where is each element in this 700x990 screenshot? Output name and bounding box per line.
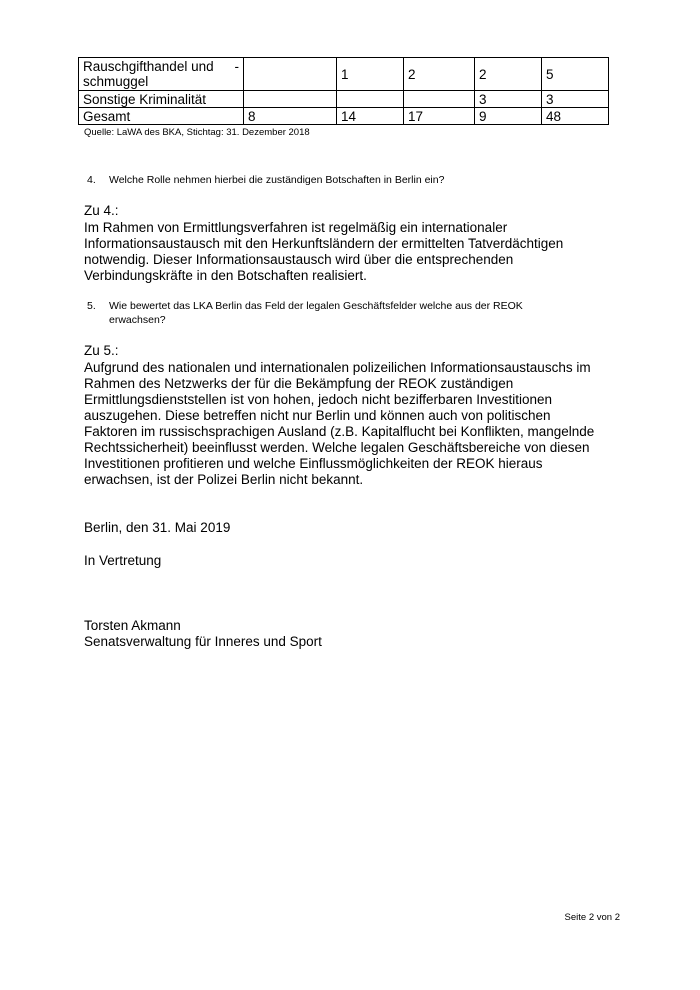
table-cell: 3 [475, 91, 542, 108]
question-number: 4. [87, 174, 96, 186]
table-cell: 2 [404, 58, 475, 91]
row-label-part2: - [234, 59, 239, 74]
table-cell: 1 [337, 58, 404, 91]
table-cell [244, 91, 337, 108]
row-label-line2: schmuggel [83, 74, 149, 89]
table-row [79, 91, 609, 108]
answer-line: Investitionen profitieren und welche Einflussmöglichkeiten der REOK hieraus [84, 456, 543, 471]
page-number: Seite 2 von 2 [564, 912, 620, 923]
row-label: Sonstige Kriminalität [79, 91, 244, 108]
answer-5 [84, 343, 624, 488]
answer-line: auszugehen. Diese betreffen nicht nur Berlin und können auch von politischen [84, 408, 551, 423]
answer-line: Faktoren im russischsprachigen Ausland (z.B. Kapitalflucht bei Konflikten, mangelnde [84, 424, 595, 439]
question-5 [84, 299, 599, 327]
table-cell [337, 91, 404, 108]
table-source-note: Quelle: LaWA des BKA, Stichtag: 31. Dezember 2018 [84, 127, 310, 138]
row-label-part1: Rauschgifthandel und [83, 59, 214, 74]
table-cell: 17 [404, 108, 475, 125]
table-cell: 5 [542, 58, 609, 91]
signer-name: Torsten Akmann [84, 618, 181, 633]
answer-line: notwendig. Dieser Informationsaustausch wird über die entsprechenden [84, 252, 514, 267]
answer-line: Aufgrund des nationalen und internationalen polizeilichen Informationsaustauschs im [84, 360, 591, 375]
question-text: Welche Rolle nehmen hierbei die zuständigen Botschaften in Berlin ein? [109, 174, 445, 186]
question-text-line: Wie bewertet das LKA Berlin das Feld der legalen Geschäftsfelder welche aus der REOK [109, 300, 523, 312]
table-row [79, 108, 609, 125]
table-cell: 48 [542, 108, 609, 125]
table-cell: 14 [337, 108, 404, 125]
table-cell: 2 [475, 58, 542, 91]
answer-line: erwachsen, ist der Polizei Berlin nicht bekannt. [84, 472, 364, 487]
row-label [79, 58, 244, 91]
question-text-line: erwachsen? [109, 314, 166, 326]
answer-line: Ermittlungsdienststellen ist von hohen, jedoch nicht bezifferbaren Investitionen [84, 392, 553, 407]
table-cell: 9 [475, 108, 542, 125]
answer-line: Im Rahmen von Ermittlungsverfahren ist regelmäßig ein internationaler [84, 220, 508, 235]
answer-4 [84, 203, 624, 284]
question-4 [84, 173, 599, 187]
representation-note: In Vertretung [84, 553, 162, 568]
answer-line: Verbindungskräfte in den Botschaften realisiert. [84, 268, 367, 283]
answer-line: Rahmen des Netzwerks der für die Bekämpfung der REOK zuständigen [84, 376, 514, 391]
answer-heading: Zu 5.: [84, 343, 119, 358]
table-cell [404, 91, 475, 108]
crime-statistics-table [78, 57, 609, 125]
question-number: 5. [87, 300, 96, 312]
place-date: Berlin, den 31. Mai 2019 [84, 520, 231, 535]
table-cell: 8 [244, 108, 337, 125]
table-row [79, 58, 609, 91]
row-label: Gesamt [79, 108, 244, 125]
signer-office: Senatsverwaltung für Inneres und Sport [84, 634, 322, 649]
answer-line: Rechtssicherheit) beeinflusst werden. Welche legalen Geschäftsbereiche von diesen [84, 440, 590, 455]
answer-heading: Zu 4.: [84, 203, 119, 218]
table-cell [244, 58, 337, 91]
table-cell: 3 [542, 91, 609, 108]
answer-line: Informationsaustausch mit den Herkunftsländern der ermittelten Tatverdächtigen [84, 236, 564, 251]
